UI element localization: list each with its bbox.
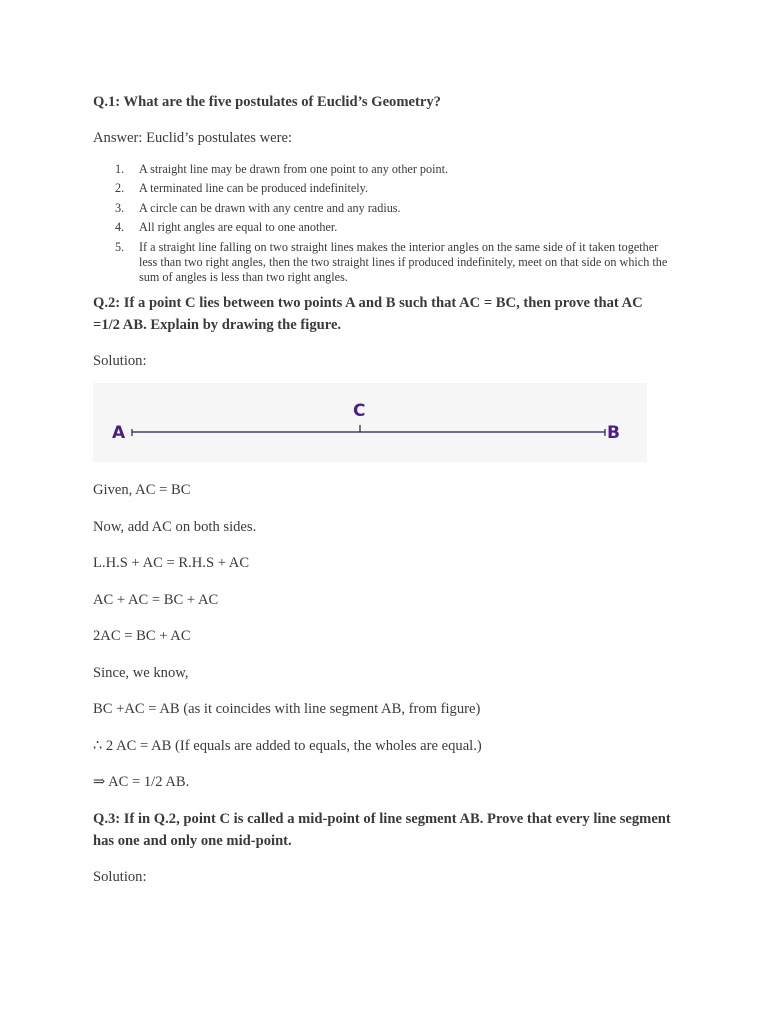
list-item — [115, 220, 675, 235]
label-b: B — [607, 423, 620, 443]
line-segment-diagram — [93, 383, 647, 462]
proof-step: ⇒ AC = 1/2 AB. — [93, 774, 190, 790]
list-text: If a straight line falling on two straight lines makes the interior angles on the same side of it taken together less than two right angles, then the two straight lines if produced indefinitely, meet on that side on which the sum of angles is less than two right angles. — [139, 239, 668, 284]
list-item — [115, 181, 675, 196]
list-number: 4. — [115, 220, 125, 235]
list-text: A straight line may be drawn from one point to any other point. — [139, 162, 449, 176]
list-item — [115, 201, 675, 216]
proof-step: L.H.S + AC = R.H.S + AC — [93, 555, 250, 571]
list-number: 2. — [115, 181, 125, 196]
line-segment-figure — [93, 383, 647, 462]
solution-label: Solution: — [93, 353, 147, 369]
list-text: All right angles are equal to one another. — [139, 220, 338, 235]
list-item — [115, 162, 675, 177]
proof-step: AC + AC = BC + AC — [93, 592, 219, 608]
proof-step: BC +AC = AB (as it coincides with line segment AB, from figure) — [93, 701, 481, 717]
list-number: 1. — [115, 162, 125, 176]
list-number: 5. — [115, 239, 125, 254]
postulates-list — [115, 162, 675, 289]
list-text: A terminated line can be produced indefinitely. — [139, 181, 368, 196]
list-text: A circle can be drawn with any centre and any radius. — [139, 200, 401, 215]
solution-label: Solution: — [93, 869, 147, 885]
question-2-heading: Q.2: If a point C lies between two points A and B such that AC = BC, then prove that AC =1/2 AB. Explain by drawing the figure. — [93, 295, 643, 333]
proof-step: ∴ 2 AC = AB (If equals are added to equals, the wholes are equal.) — [93, 738, 482, 754]
list-number: 3. — [115, 200, 125, 215]
proof-step: 2AC = BC + AC — [93, 628, 191, 644]
proof-step: Given, AC = BC — [93, 482, 191, 498]
question-3-heading: Q.3: If in Q.2, point C is called a mid-point of line segment AB. Prove that every line segment has one and only one mid-point. — [93, 811, 671, 849]
list-item — [115, 240, 675, 285]
label-c: C — [353, 401, 366, 421]
question-1-heading: Q.1: What are the five postulates of Euclid’s Geometry? — [93, 94, 441, 110]
proof-step: Now, add AC on both sides. — [93, 519, 257, 535]
label-a: A — [112, 423, 126, 443]
answer-intro: Answer: Euclid’s postulates were: — [93, 130, 292, 146]
proof-step: Since, we know, — [93, 665, 189, 681]
